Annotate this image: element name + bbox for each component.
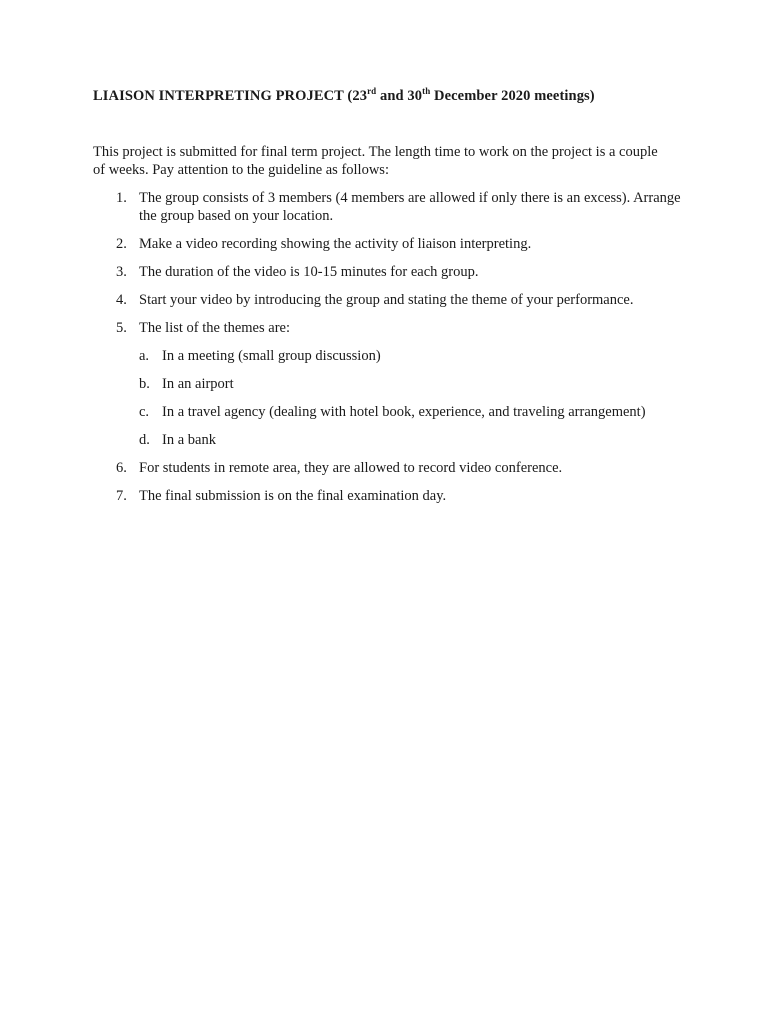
list-item xyxy=(93,235,683,253)
list-item-text: Make a video recording showing the activity of liaison interpreting. xyxy=(139,236,532,252)
title-end: December 2020 meetings) xyxy=(430,88,595,104)
list-item-text: The group consists of 3 members (4 members are allowed if only there is an excess). Arrange the group based on your location. xyxy=(139,190,681,224)
list-item-text: The final submission is on the final examination day. xyxy=(139,488,447,504)
list-item-number: 4. xyxy=(116,292,127,308)
theme-item-letter: b. xyxy=(139,376,150,392)
list-item xyxy=(93,459,683,477)
list-item xyxy=(93,291,683,309)
theme-item-text: In a bank xyxy=(162,432,216,448)
list-item xyxy=(93,189,683,225)
title-superscript-rd: rd xyxy=(367,86,377,96)
list-item-number: 7. xyxy=(116,488,127,504)
title-superscript-th: th xyxy=(422,86,431,96)
theme-item-letter: c. xyxy=(139,404,150,420)
list-item-number: 6. xyxy=(116,460,127,476)
list-item-text: The duration of the video is 10-15 minutes for each group. xyxy=(139,264,479,280)
list-item xyxy=(93,487,683,505)
list-item-number: 2. xyxy=(116,236,127,252)
document-title xyxy=(93,88,595,105)
theme-item-letter: a. xyxy=(139,348,150,364)
list-item xyxy=(93,263,683,281)
title-main: LIAISON INTERPRETING PROJECT (23 xyxy=(93,88,368,104)
theme-item-text: In a travel agency (dealing with hotel book, experience, and traveling arrangement) xyxy=(162,404,646,420)
intro-paragraph: This project is submitted for final term project. The length time to work on the project is a couple of weeks. Pay attention to the guideline as follows: xyxy=(93,144,658,178)
theme-item xyxy=(93,431,683,449)
list-item-text: Start your video by introducing the group and stating the theme of your performance. xyxy=(139,292,634,308)
theme-item-text: In an airport xyxy=(162,376,234,392)
theme-item xyxy=(93,403,683,421)
theme-item xyxy=(93,347,683,365)
list-item-text: For students in remote area, they are allowed to record video conference. xyxy=(139,460,563,476)
list-item-number: 5. xyxy=(116,320,127,336)
theme-item xyxy=(93,375,683,393)
theme-item-letter: d. xyxy=(139,432,150,448)
theme-item-text: In a meeting (small group discussion) xyxy=(162,348,381,364)
list-item-number: 1. xyxy=(116,190,127,206)
guideline-list xyxy=(93,189,683,515)
list-item-text: The list of the themes are: xyxy=(139,320,290,336)
list-item-number: 3. xyxy=(116,264,127,280)
title-middle: and 30 xyxy=(376,88,423,104)
list-item xyxy=(93,319,683,337)
